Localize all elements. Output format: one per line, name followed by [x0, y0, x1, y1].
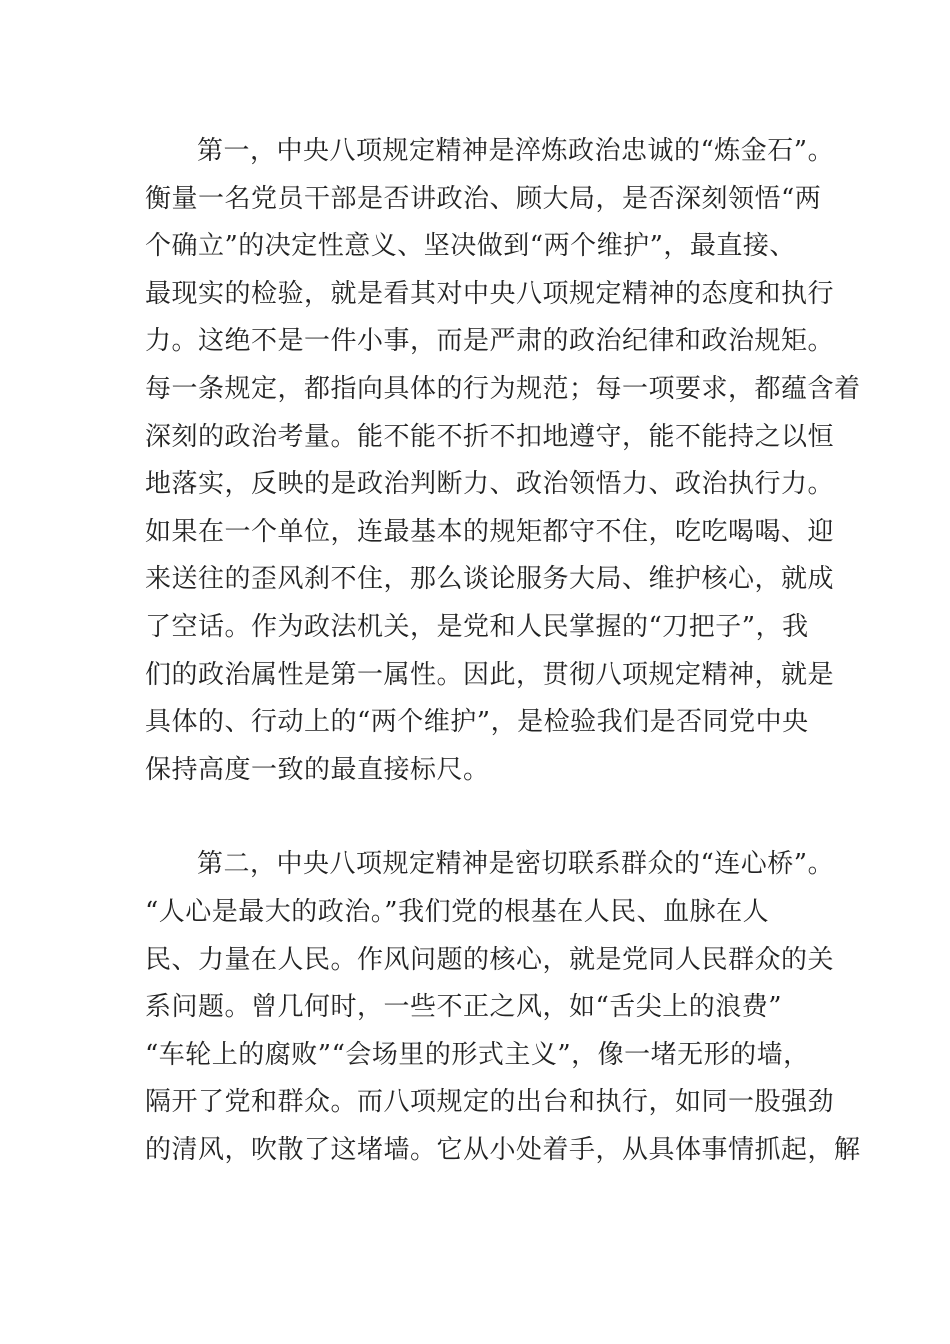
- paragraph-line: 们的政治属性是第一属性。因此，贯彻八项规定精神，就是: [145, 659, 835, 690]
- paragraph-line: 来送往的歪风刹不住，那么谈论服务大局、维护核心，就成: [145, 564, 835, 595]
- paragraph-line: 保持高度一致的最直接标尺。: [145, 754, 490, 785]
- paragraph-line: 系问题。曾几何时，一些不正之风，如“舌尖上的浪费”: [145, 992, 783, 1023]
- paragraph-line: 地落实，反映的是政治判断力、政治领悟力、政治执行力。: [145, 469, 835, 500]
- paragraph-line: 个确立”的决定性意义、坚决做到“两个维护”，最直接、: [145, 231, 796, 262]
- paragraph-line: “车轮上的腐败”“会场里的形式主义”，像一堵无形的墙，: [145, 1039, 810, 1070]
- paragraph-line: 每一条规定，都指向具体的行为规范；每一项要求，都蕴含着: [145, 373, 861, 404]
- paragraph-line: 如果在一个单位，连最基本的规矩都守不住，吃吃喝喝、迎: [145, 516, 835, 547]
- paragraph-1: [145, 128, 861, 794]
- paragraph-line: 深刻的政治考量。能不能不折不扣地遵守，能不能持之以恒: [145, 421, 835, 452]
- document-body: [145, 128, 861, 1174]
- paragraph-line: 具体的、行动上的“两个维护”，是检验我们是否同党中央: [145, 707, 809, 738]
- paragraph-2: [145, 841, 861, 1174]
- paragraph-line: 最现实的检验，就是看其对中央八项规定精神的态度和执行: [145, 278, 835, 309]
- paragraph-line: “人心是最大的政治。”我们党的根基在人民、血脉在人: [145, 896, 770, 927]
- paragraph-line: 民、力量在人民。作风问题的核心，就是党同人民群众的关: [145, 944, 835, 975]
- paragraph-line: 力。这绝不是一件小事，而是严肃的政治纪律和政治规矩。: [145, 326, 835, 357]
- paragraph-line: 的清风，吹散了这堵墙。它从小处着手，从具体事情抓起，解: [145, 1134, 861, 1165]
- paragraph-spacer: [145, 794, 810, 841]
- paragraph-line: 衡量一名党员干部是否讲政治、顾大局，是否深刻领悟“两: [145, 183, 822, 214]
- paragraph-line: 隔开了党和群众。而八项规定的出台和执行，如同一股强劲: [145, 1087, 835, 1118]
- paragraph-line: 第一，中央八项规定精神是淬炼政治忠诚的“炼金石”。: [197, 136, 835, 166]
- paragraph-line: 了空话。作为政法机关，是党和人民掌握的“刀把子”，我: [145, 611, 809, 642]
- paragraph-line: 第二，中央八项规定精神是密切联系群众的“连心桥”。: [197, 849, 835, 880]
